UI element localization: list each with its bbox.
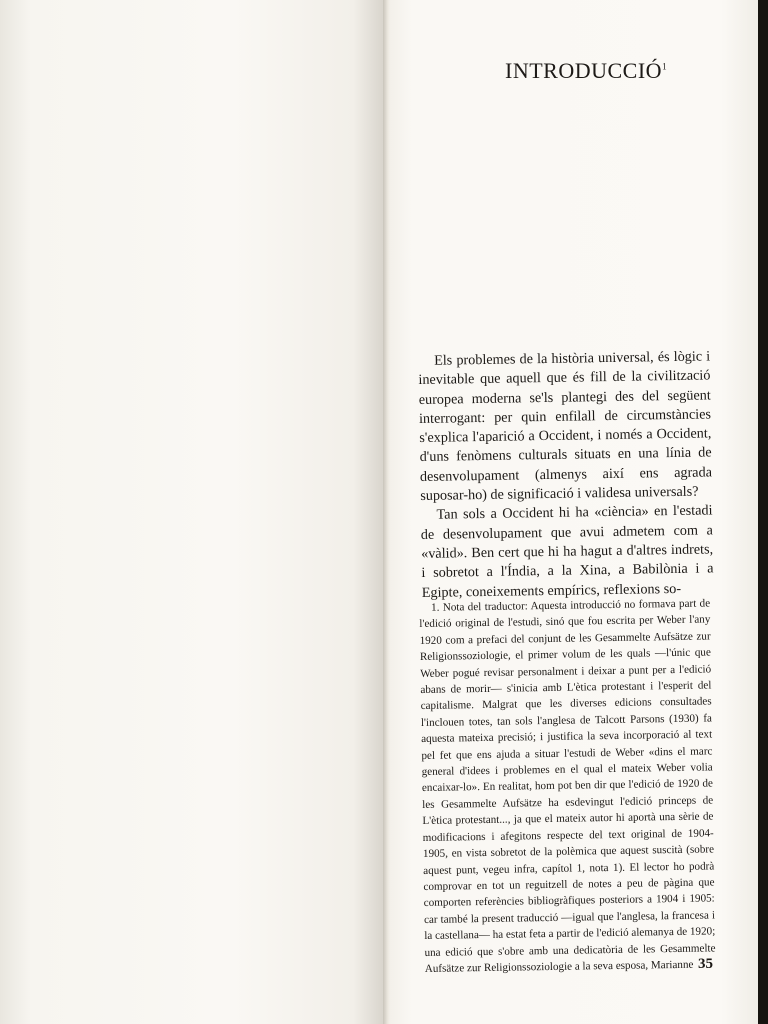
paragraph-1: Els problemes de la història universal, és lògic i inevitable que aquell que és fill de la civilització europea moderna se'ls plantegi des del següent interrogant: per quin enfilall de circumstàncies s'explica l'aparició a Occident, i només a Occident, d'uns fenòmens culturals situats en una línia de desenvolupament (almenys així ens agrada suposar-ho) de significació i validesa universals?: [418, 348, 713, 505]
chapter-title-text: INTRODUCCIÓ: [505, 58, 663, 83]
body-text: [418, 347, 714, 602]
scan-edge: [758, 0, 768, 1024]
paragraph-2: Tan sols a Occident hi ha «ciència» en l'estadi de desenvolupament que avui admetem com a «vàlid». Ben cert que hi ha hagut a d'altres indrets, i sobretot a l'Índia, a la Xina, a Babilònia i a Egipte, coneixements empírics, reflexions so-: [420, 502, 714, 601]
footnote: 1. Nota del traductor: Aquesta introducció no formava part de l'edició original de l'estudi, sinó que fou escrita per Weber l'any 1920 com a prefaci del conjunt de les Gesammelte Aufsätze zur Religionssoziologie, el primer volum de les quals —l'únic que Weber pogué revisar personalment i deixar a punt per a l'edició abans de morir— s'inicia amb L'ètica protestant i l'esperit del capitalisme. Malgrat que les diverses edicions consultades l'inclouen totes, tan sols l'anglesa de Talcott Parsons (1930) fa aquesta mateixa precisió; i justifica la seva incorporació al text pel fet que ens ajuda a situar l'estudi de Weber «dins el marc general d'idees i problemes en el qual el mateix Weber volia encaixar-lo». En realitat, hom pot ben dir que l'edició de 1920 de les Gesammelte Aufsätze ha esdevingut l'edició princeps de L'ètica protestant..., ja que el mateix autor hi aportà una sèrie de modificacions i afegitons respecte del text original de 1904-1905, en vista sobretot de la polèmica que aquest suscità (sobre aquest punt, vegeu infra, capítol 1, nota 1). El lector ho podrà comprovar en tot un reguitzell de notes a peu de pàgina que comporten referències bibliogràfiques posteriors a 1904 i 1905: car també la present traducció —igual que l'anglesa, la francesa i la castellana— ha estat feta a partir de l'edició alemanya de 1920; una edició que s'obre amb una dedicatòria de les Gesammelte Aufsätze zur Religionssoziologie a la seva esposa, Marianne: [419, 597, 716, 975]
chapter-title: [505, 58, 667, 84]
footnote-marker: 1: [662, 61, 668, 72]
page-number: 35: [698, 956, 713, 972]
